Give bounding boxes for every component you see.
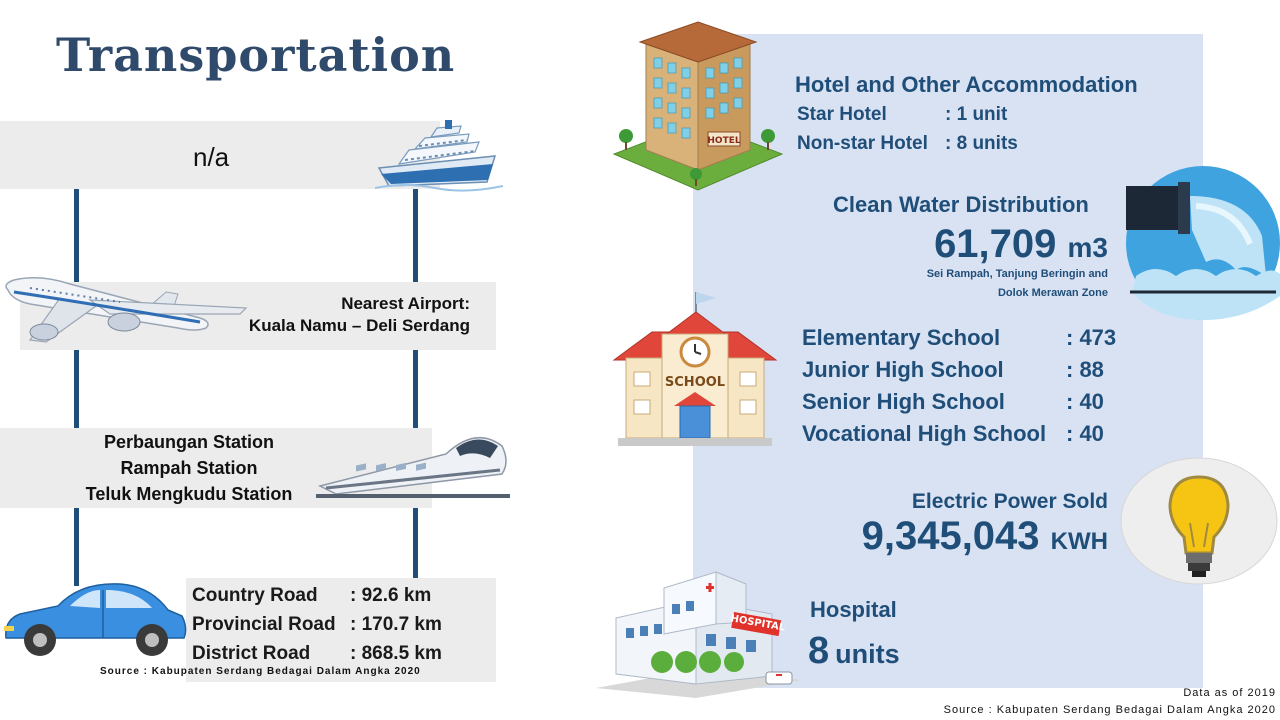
- station-item: Rampah Station: [120, 458, 258, 478]
- page-title: Transportation: [56, 28, 456, 82]
- hotel-row: [797, 100, 1018, 129]
- school-row: [802, 418, 1116, 450]
- water-title: Clean Water Distribution: [833, 192, 1089, 217]
- school-icon: [612, 288, 778, 450]
- road-label: Provincial Road: [192, 614, 336, 635]
- school-label: Elementary School: [802, 325, 1001, 350]
- hotel-icon: [610, 14, 786, 200]
- hospital-title: Hospital: [810, 597, 897, 622]
- school-label: Junior High School: [802, 357, 1004, 382]
- water-value: [934, 222, 1108, 267]
- road-source: Source : Kabupaten Serdang Bedagai Dalam Angka 2020: [100, 666, 421, 677]
- school-row: [802, 354, 1116, 386]
- hotel-label: Non-star Hotel: [797, 133, 928, 154]
- water-zone-note: [868, 265, 1108, 303]
- hotel-list: [797, 100, 1018, 158]
- hotel-label: Star Hotel: [797, 104, 887, 125]
- airplane-icon: [0, 262, 252, 374]
- water-note-line: Dolok Merawan Zone: [997, 287, 1108, 299]
- hotel-title: Hotel and Other Accommodation: [795, 72, 1138, 97]
- cruise-ship-icon: [375, 116, 503, 192]
- power-number: 9,345,043: [861, 514, 1040, 558]
- road-row: [192, 610, 442, 639]
- car-icon: [0, 576, 190, 660]
- hospital-value: [808, 630, 900, 673]
- school-label: Senior High School: [802, 389, 1005, 414]
- station-item: Perbaungan Station: [103, 432, 274, 452]
- school-sign-text: SCHOOL: [664, 375, 726, 390]
- road-value: : 92.6 km: [350, 585, 432, 606]
- road-list: [192, 581, 442, 668]
- hospital-icon: [596, 564, 802, 698]
- water-number: 61,709: [934, 222, 1057, 266]
- school-value: : 473: [1066, 325, 1117, 350]
- road-row: [192, 639, 442, 668]
- school-value: : 40: [1066, 389, 1104, 414]
- connector-line-right-1: [413, 189, 418, 282]
- school-row: [802, 322, 1116, 354]
- road-label: Country Road: [192, 585, 318, 606]
- station-list: [60, 429, 318, 507]
- water-note-line: Sei Rampah, Tanjung Beringin and: [926, 268, 1108, 280]
- power-value: [862, 514, 1108, 559]
- hospital-sign-text: HOSPITAL: [729, 613, 786, 634]
- airport-label: Nearest Airport:: [341, 294, 470, 313]
- light-bulb-icon: [1120, 457, 1278, 585]
- airport-info: [240, 293, 470, 337]
- hotel-value: : 8 units: [945, 133, 1018, 154]
- hotel-row: [797, 129, 1018, 158]
- road-value: : 170.7 km: [350, 614, 442, 635]
- connector-line-left-3: [74, 508, 79, 586]
- hospital-unit: units: [835, 639, 900, 669]
- school-list: [802, 322, 1116, 450]
- road-value: : 868.5 km: [350, 643, 442, 664]
- hotel-sign-text: HOTEL: [707, 136, 741, 146]
- water-pipe-icon: [1126, 166, 1280, 320]
- school-row: [802, 386, 1116, 418]
- water-unit: m3: [1067, 232, 1108, 263]
- road-row: [192, 581, 442, 610]
- road-label: District Road: [192, 643, 311, 664]
- school-value: : 40: [1066, 421, 1104, 446]
- hospital-number: 8: [808, 630, 830, 672]
- sea-text: n/a: [193, 142, 230, 172]
- airport-name: Kuala Namu – Deli Serdang: [248, 316, 470, 335]
- station-item: Teluk Mengkudu Station: [85, 484, 293, 504]
- footer-source: Source : Kabupaten Serdang Bedagai Dalam Angka 2020: [943, 704, 1276, 716]
- hotel-value: : 1 unit: [945, 104, 1008, 125]
- power-unit: KWH: [1050, 528, 1108, 555]
- power-title: Electric Power Sold: [911, 490, 1108, 513]
- school-value: : 88: [1066, 357, 1104, 382]
- school-label: Vocational High School: [802, 421, 1047, 446]
- train-icon: [316, 416, 510, 500]
- data-as-of: Data as of 2019: [1183, 687, 1276, 699]
- connector-line-right-3: [413, 508, 418, 578]
